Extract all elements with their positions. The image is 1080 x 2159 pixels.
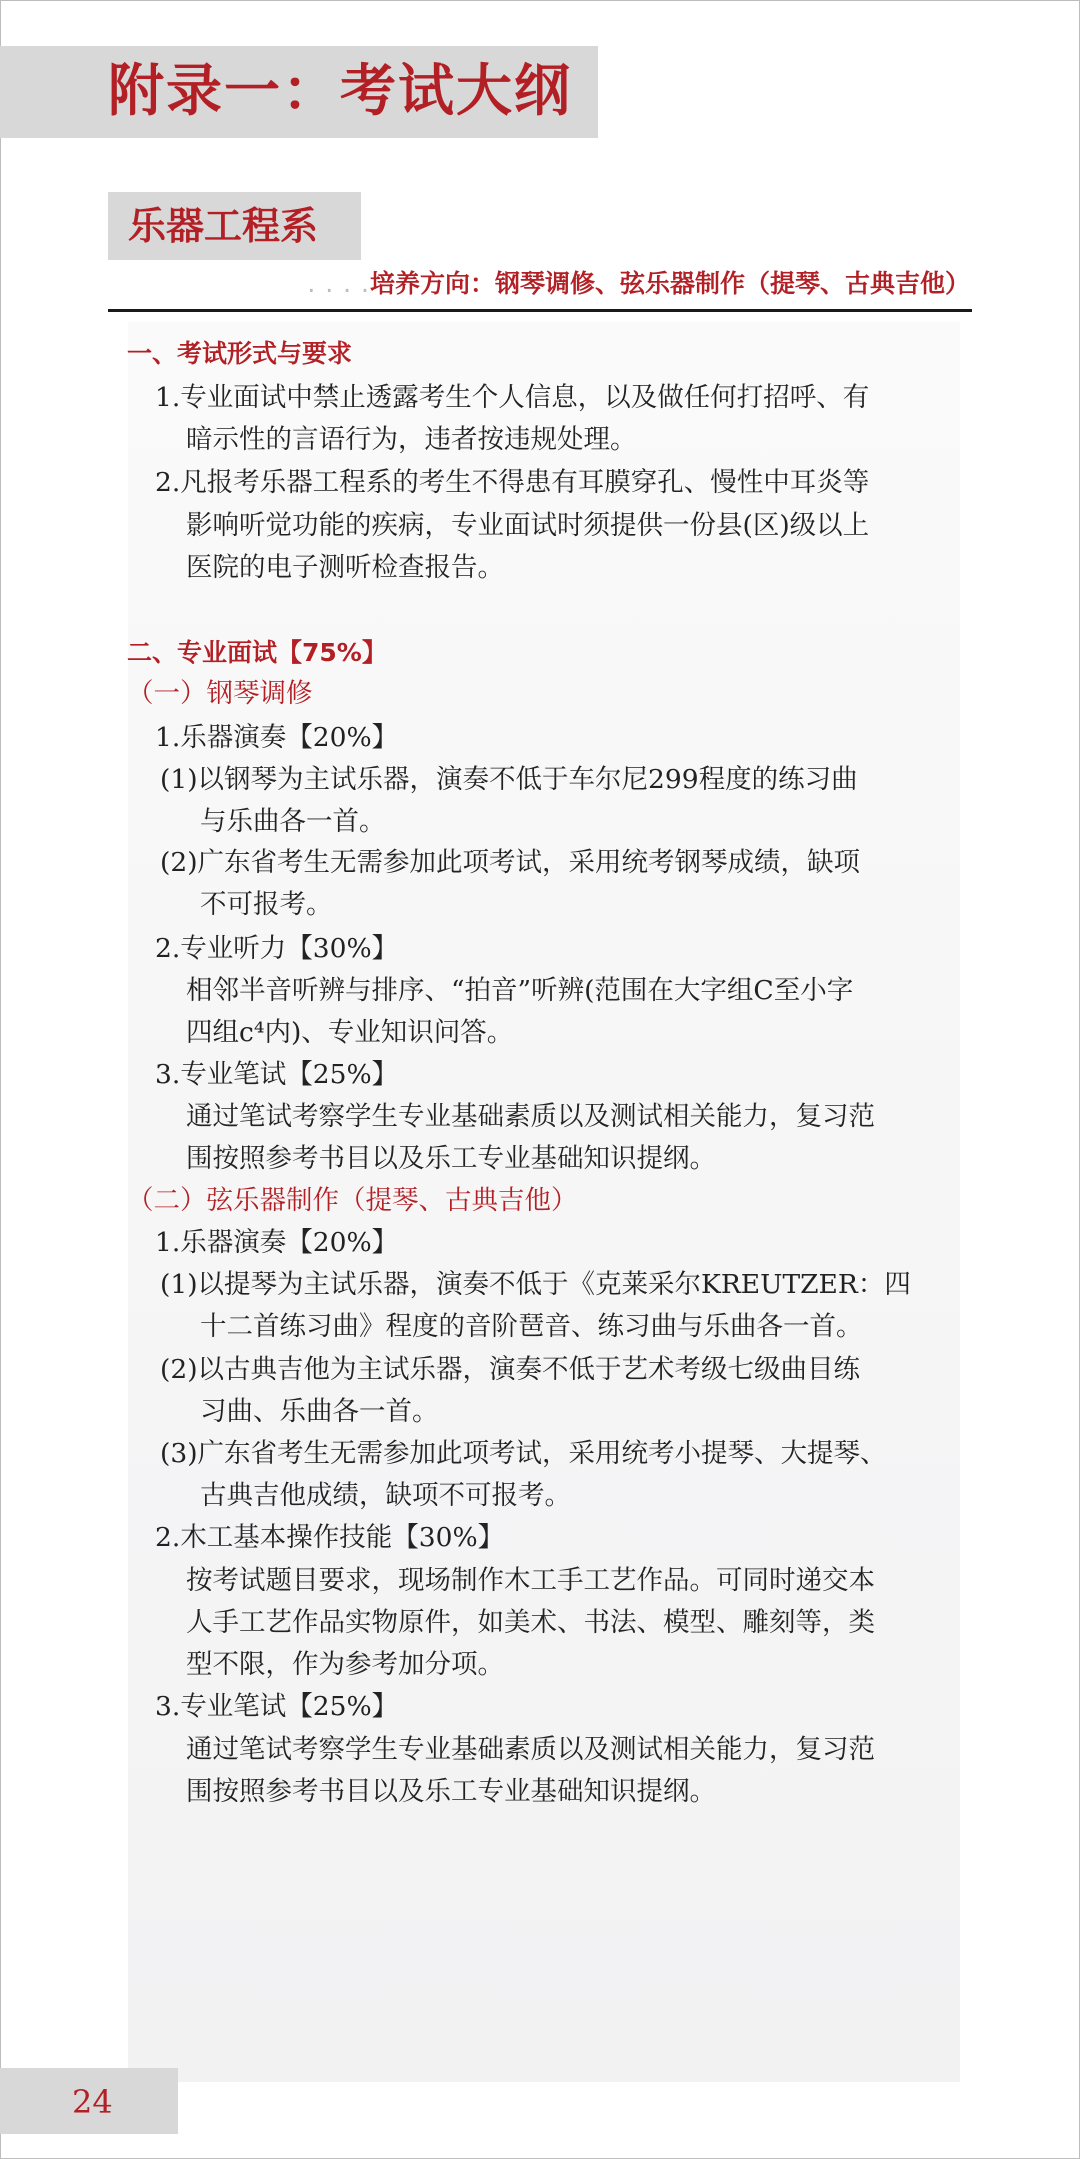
training-direction xyxy=(307,264,970,304)
body-line: 古典吉他成绩，缺项不可报考。 xyxy=(200,1480,571,1511)
department-title: 乐器工程系 xyxy=(128,204,319,248)
page-title: 附录一：考试大纲 xyxy=(108,59,572,124)
body-line: 3.专业笔试【25%】 xyxy=(155,1691,399,1722)
body-line: 影响听觉功能的疾病，专业面试时须提供一份县(区)级以上 xyxy=(186,510,870,541)
body-line: (2)广东省考生无需参加此项考试，采用统考钢琴成绩，缺项 xyxy=(160,847,861,878)
body-line: 1.乐器演奏【20%】 xyxy=(155,722,399,753)
body-line: (2)以古典吉他为主试乐器，演奏不低于艺术考级七级曲目练 xyxy=(160,1354,861,1385)
body-line: 四组c⁴内)、专业知识问答。 xyxy=(186,1017,514,1048)
body-line: 暗示性的言语行为，违者按违规处理。 xyxy=(186,424,637,455)
direction-text: 培养方向：钢琴调修、弦乐器制作（提琴、古典吉他） xyxy=(369,269,970,298)
subsection-title-piano: （一）钢琴调修 xyxy=(127,678,313,709)
subsection-title-strings: （二）弦乐器制作（提琴、古典吉他） xyxy=(127,1185,578,1216)
header-rule xyxy=(108,309,972,312)
body-line: 2.凡报考乐器工程系的考生不得患有耳膜穿孔、慢性中耳炎等 xyxy=(155,467,870,498)
body-line: 2.木工基本操作技能【30%】 xyxy=(155,1522,505,1553)
body-line: 围按照参考书目以及乐工专业基础知识提纲。 xyxy=(186,1776,716,1807)
page-number: 24 xyxy=(72,2083,113,2121)
body-line: 型不限，作为参考加分项。 xyxy=(186,1649,504,1680)
body-line: 习曲、乐曲各一首。 xyxy=(200,1396,439,1427)
body-line: 3.专业笔试【25%】 xyxy=(155,1059,399,1090)
body-line: 相邻半音听辨与排序、“拍音”听辨(范围在大字组C至小字 xyxy=(186,975,854,1006)
body-line: 2.专业听力【30%】 xyxy=(155,933,399,964)
body-line: 通过笔试考察学生专业基础素质以及测试相关能力，复习范 xyxy=(186,1101,875,1132)
body-line: (3)广东省考生无需参加此项考试，采用统考小提琴、大提琴、 xyxy=(160,1438,887,1469)
body-line: (1)以钢琴为主试乐器，演奏不低于车尔尼299程度的练习曲 xyxy=(160,764,858,795)
section-heading-interview: 二、专业面试【75%】 xyxy=(127,638,387,667)
body-line: 通过笔试考察学生专业基础素质以及测试相关能力，复习范 xyxy=(186,1734,875,1765)
body-line: 人手工艺作品实物原件，如美术、书法、模型、雕刻等，类 xyxy=(186,1607,875,1638)
section-heading-exam-format: 一、考试形式与要求 xyxy=(127,339,353,368)
body-line: 与乐曲各一首。 xyxy=(200,806,386,837)
body-line: 医院的电子测听检查报告。 xyxy=(186,552,504,583)
body-line: 1.专业面试中禁止透露考生个人信息，以及做任何打招呼、有 xyxy=(155,382,870,413)
body-line: 十二首练习曲》程度的音阶琶音、练习曲与乐曲各一首。 xyxy=(200,1311,863,1342)
body-line: 按考试题目要求，现场制作木工手工艺作品。可同时递交本 xyxy=(186,1565,875,1596)
body-line: (1)以提琴为主试乐器，演奏不低于《克莱采尔KREUTZER：四 xyxy=(160,1269,911,1300)
body-line: 1.乐器演奏【20%】 xyxy=(155,1227,399,1258)
direction-dots: . . . . xyxy=(307,269,370,298)
body-line: 围按照参考书目以及乐工专业基础知识提纲。 xyxy=(186,1143,716,1174)
body-line: 不可报考。 xyxy=(200,889,333,920)
